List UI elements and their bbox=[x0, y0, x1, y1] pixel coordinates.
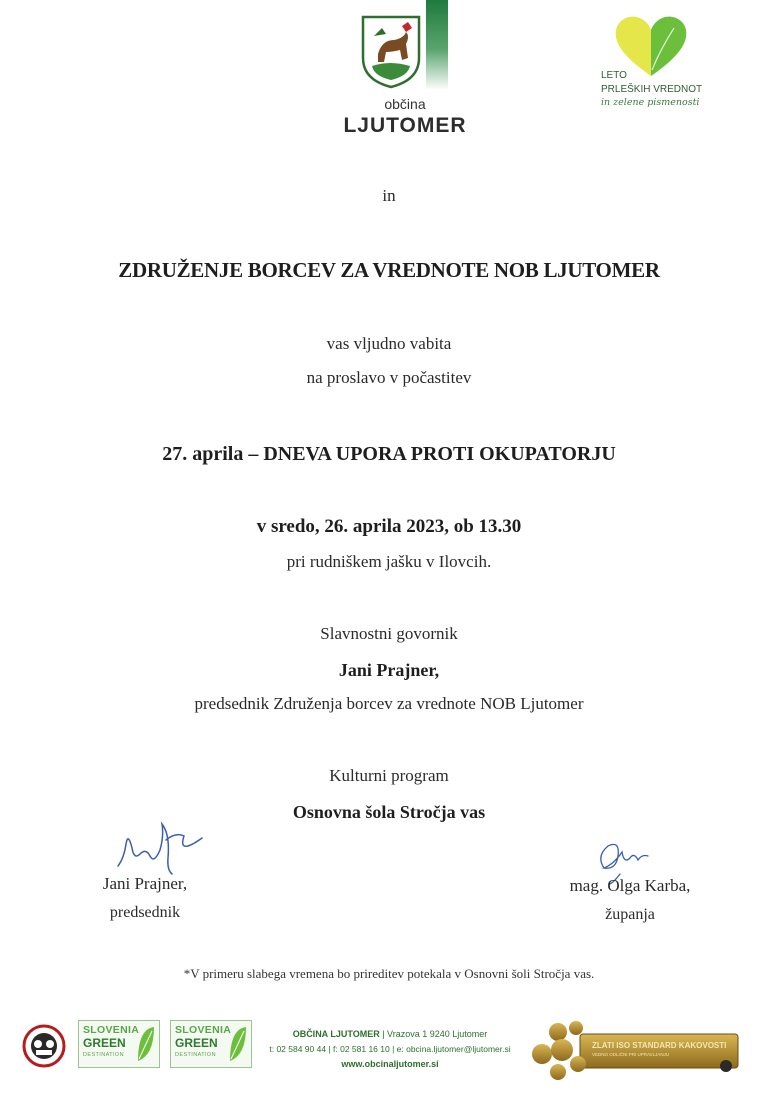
footer-website-link[interactable]: www.obcinaljutomer.si bbox=[341, 1059, 439, 1069]
green-logo-line2: GREEN bbox=[175, 1036, 218, 1050]
conjunction-text: in bbox=[382, 186, 396, 205]
organization-title: ZDRUŽENJE BORCEV ZA VREDNOTE NOB LJUTOMER bbox=[118, 258, 660, 282]
badge-line-1: LETO bbox=[601, 70, 627, 81]
speaker-label: Slavnostni govornik bbox=[320, 624, 458, 643]
signatory-right-role: županja bbox=[605, 906, 655, 923]
municipality-label-big: LJUTOMER bbox=[343, 114, 467, 137]
green-logo-line1: SLOVENIA bbox=[83, 1024, 140, 1036]
slovenia-green-logo-2 bbox=[170, 1020, 252, 1068]
municipality-label-small: občina bbox=[384, 96, 426, 112]
badge-line-3: in zelene pismenosti bbox=[601, 97, 700, 108]
quality-badge-subtitle: VEDNO ODLIČNI PRI UPRAVLJANJU bbox=[592, 1052, 670, 1057]
footer-address-name: OBČINA LJUTOMER bbox=[292, 1029, 380, 1039]
signatory-left-name: Jani Prajner, bbox=[102, 874, 188, 893]
iso-quality-badge-icon bbox=[528, 1018, 742, 1082]
footer-address bbox=[260, 1029, 520, 1039]
event-title: 27. aprila – DNEVA UPORA PROTI OKUPATORJU bbox=[162, 443, 616, 465]
leaf-icon bbox=[228, 1025, 248, 1063]
invite-line-2: na proslavo v počastitev bbox=[306, 368, 472, 387]
footer-contacts: t: 02 584 90 44 | f: 02 581 16 10 | e: obcina.ljutomer@ljutomer.si bbox=[269, 1044, 511, 1054]
quality-badge-title: ZLATI ISO STANDARD KAKOVOSTI bbox=[592, 1041, 727, 1050]
signatory-left-role: predsednik bbox=[109, 904, 181, 921]
round-seal-logo-icon bbox=[22, 1024, 66, 1068]
weather-note: *V primeru slabega vremena bo prireditev potekala v Osnovni šoli Stročja vas. bbox=[183, 966, 595, 981]
event-location: pri rudniškem jašku v Ilovcih. bbox=[286, 552, 492, 571]
speaker-name: Jani Prajner, bbox=[338, 660, 440, 680]
leaf-icon bbox=[136, 1025, 156, 1063]
signatory-right-name: mag. Olga Karba, bbox=[569, 876, 691, 895]
green-logo-line1: SLOVENIA bbox=[175, 1024, 232, 1036]
green-banner-stripe bbox=[426, 0, 448, 90]
invite-line-1: vas vljudno vabita bbox=[326, 334, 452, 353]
green-logo-line2: GREEN bbox=[83, 1036, 126, 1050]
event-date-time: v sredo, 26. aprila 2023, ob 13.30 bbox=[256, 516, 522, 537]
slovenia-green-logo-1 bbox=[78, 1020, 160, 1068]
footer-address-rest: | Vrazova 1 9240 Ljutomer bbox=[382, 1029, 488, 1039]
speaker-role: predsednik Združenja borcev za vrednote NOB Ljutomer bbox=[194, 694, 584, 713]
culture-program-name: Osnovna šola Stročja vas bbox=[292, 802, 486, 822]
green-logo-line3: DESTINATION bbox=[83, 1052, 124, 1058]
green-logo-line3: DESTINATION bbox=[175, 1052, 216, 1058]
culture-program-label: Kulturni program bbox=[329, 766, 449, 785]
badge-line-2: PRLEŠKIH VREDNOT bbox=[601, 84, 703, 95]
ljutomer-coat-of-arms-icon bbox=[360, 14, 422, 90]
